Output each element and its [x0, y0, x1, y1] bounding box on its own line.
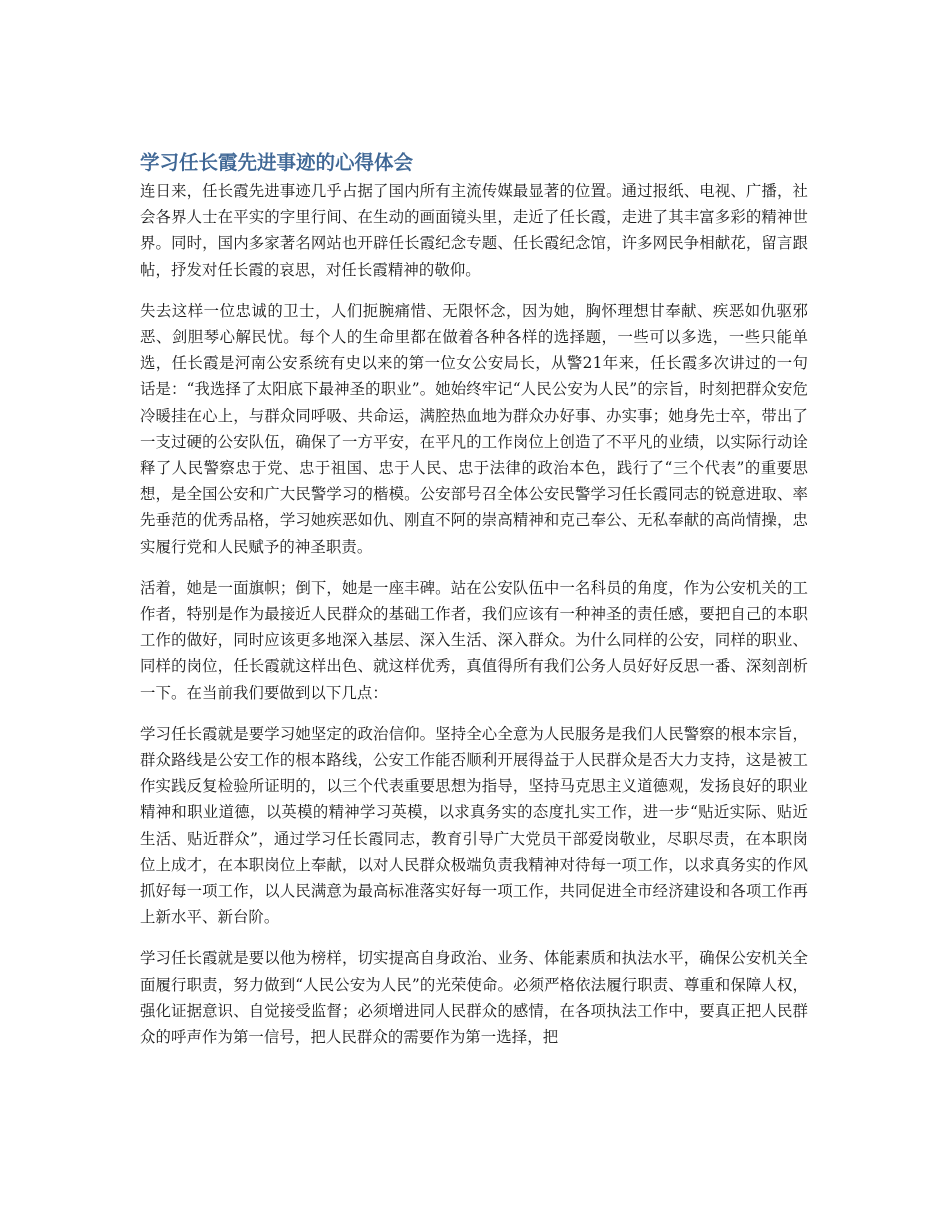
paragraph-1: 连日来，任长霞先进事迹几乎占据了国内所有主流传媒最显著的位置。通过报纸、电视、广播，社会各界人士在平实的字里行间、在生动的画面镜头里，走近了任长霞，走进了其丰富多彩的精神世界。同时，国内多家著名网站也开辟任长霞纪念专题、任长霞纪念馆，许多网民争相献花，留言跟帖，抒发对任长霞的哀思，对任长霞精神的敬仰。: [140, 182, 808, 279]
document-page: [140, 148, 808, 1065]
paragraph-5: 学习任长霞就是要以他为榜样，切实提高自身政治、业务、体能素质和执法水平，确保公安机关全面履行职责，努力做到“人民公安为人民”的光荣使命。必须严格依法履行职责、尊重和保障人权，强化证据意识、自觉接受监督；必须增进同人民群众的感情，在各项执法工作中，要真正把人民群众的呼声作为第一信号，把人民群众的需要作为第一选择，把: [140, 949, 808, 1047]
paragraph-3: 活着，她是一面旗帜；倒下，她是一座丰碑。站在公安队伍中一名科员的角度，作为公安机关的工作者，特别是作为最接近人民群众的基础工作者，我们应该有一种神圣的责任感，要把自己的本职工作的做好，同时应该更多地深入基层、深入生活、深入群众。为什么同样的公安，同样的职业、同样的岗位，任长霞就这样出色、就这样优秀，真值得所有我们公务人员好好反思一番、深刻剖析一下。在当前我们要做到以下几点：: [140, 578, 808, 702]
document-title: 学习任长霞先进事迹的心得体会: [140, 151, 414, 174]
paragraph-4: 学习任长霞就是要学习她坚定的政治信仰。坚持全心全意为人民服务是我们人民警察的根本宗旨，群众路线是公安工作的根本路线，公安工作能否顺利开展得益于人民群众是否大力支持，这是被工作实践反复检验所证明的，以三个代表重要思想为指导，坚持马克思主义道德观，发扬良好的职业精神和职业道德，以英模的精神学习英模，以求真务实的态度扎实工作，进一步“贴近实际、贴近生活、贴近群众”，通过学习任长霞同志，教育引导广大党员干部爱岗敬业，尽职尽责，在本职岗位上成才，在本职岗位上奉献，以对人民群众极端负责我精神对待每一项工作，以求真务实的作风抓好每一项工作，以人民满意为最高标准落实好每一项工作，共同促进全市经济建设和各项工作再上新水平、新台阶。: [140, 724, 808, 927]
paragraph-2: 失去这样一位忠诚的卫士，人们扼腕痛惜、无限怀念，因为她，胸怀理想甘奉献、疾恶如仇驱邪恶、剑胆琴心解民忧。每个人的生命里都在做着各种各样的选择题，一些可以多选，一些只能单选，任长霞是河南公安系统有史以来的第一位女公安局长，从警21年来，任长霞多次讲过的一句话是：“我选择了太阳底下最神圣的职业”。她始终牢记“人民公安为人民”的宗旨，时刻把群众安危冷暖挂在心上，与群众同呼吸、共命运，满腔热血地为群众办好事、办实事；她身先士卒，带出了一支过硬的公安队伍，确保了一方平安，在平凡的工作岗位上创造了不平凡的业绩，以实际行动诠释了人民警察忠于党、忠于祖国、忠于人民、忠于法律的政治本色，践行了“三个代表”的重要思想，是全国公安和广大民警学习的楷模。公安部号召全体公安民警学习任长霞同志的锐意进取、率先垂范的优秀品格，学习她疾恶如仇、刚直不阿的崇高精神和克己奉公、无私奉献的高尚情操，忠实履行党和人民赋予的神圣职责。: [140, 301, 808, 556]
